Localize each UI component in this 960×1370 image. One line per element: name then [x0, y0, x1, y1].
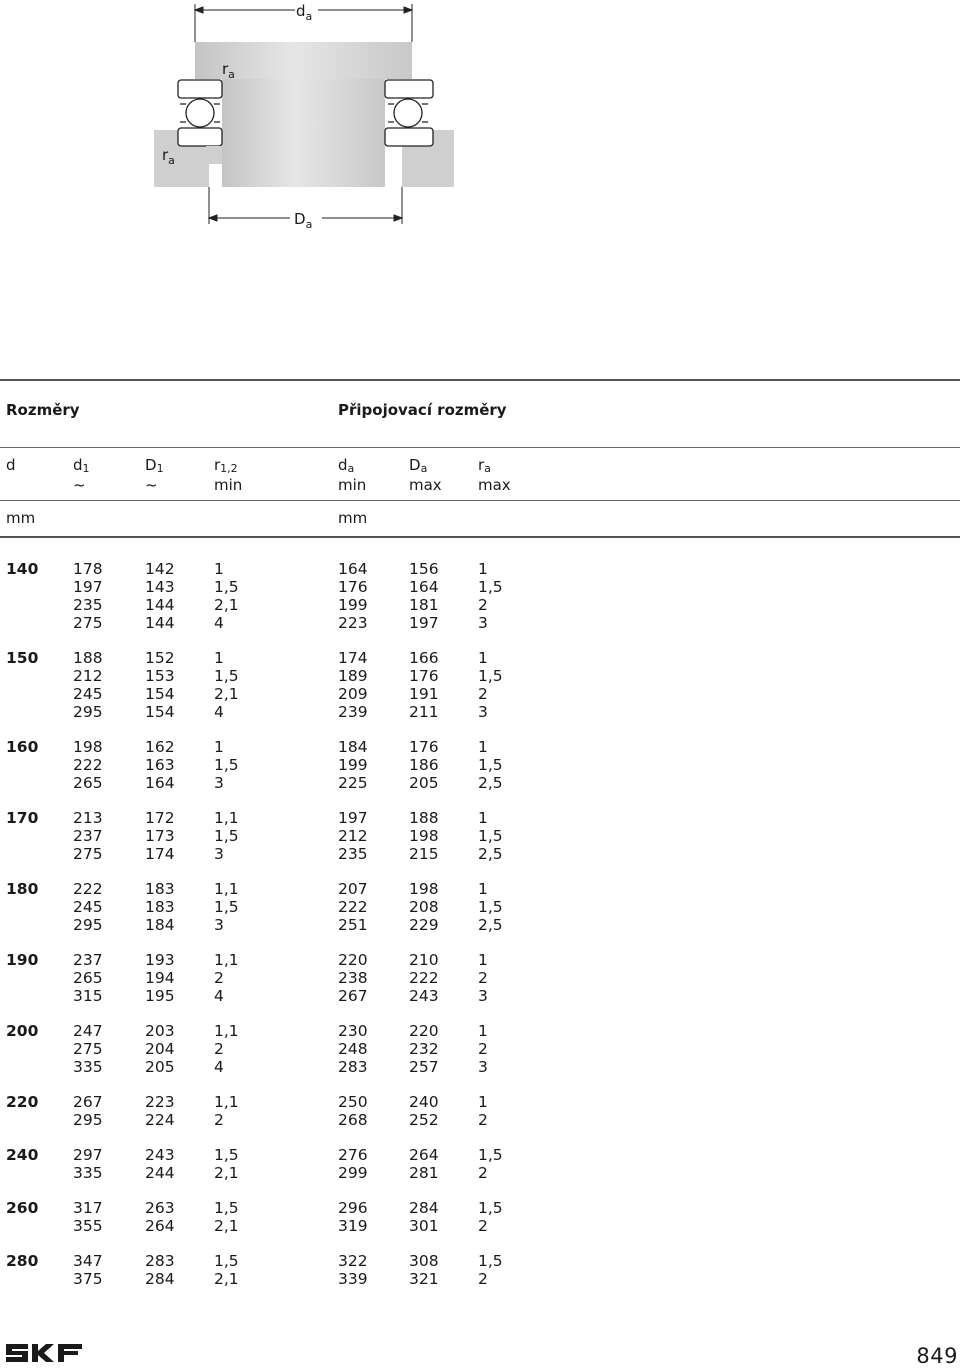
table-cell: 296: [338, 1199, 368, 1217]
table-cell: 248: [338, 1040, 368, 1058]
table-cell: 198: [409, 880, 439, 898]
table-cell: 197: [73, 578, 103, 596]
column-header: [6, 457, 16, 474]
table-cell: 1,5: [214, 1252, 239, 1270]
table-cell: 1,5: [478, 1252, 503, 1270]
table-cell: 375: [73, 1270, 103, 1288]
table-cell: 1,5: [478, 1146, 503, 1164]
table-cell: 1,5: [214, 578, 239, 596]
table-cell: 3: [478, 987, 488, 1005]
table-cell: 154: [145, 685, 175, 703]
table-cell: 232: [409, 1040, 439, 1058]
table-cell: 163: [145, 756, 175, 774]
table-cell: 205: [409, 774, 439, 792]
table-cell: 252: [409, 1111, 439, 1129]
table-cell: 205: [145, 1058, 175, 1076]
table-cell: 2: [478, 1164, 488, 1182]
bore-diameter: 260: [6, 1199, 39, 1217]
table-cell: 250: [338, 1093, 368, 1111]
table-cell: 181: [409, 596, 439, 614]
table-cell: 2,5: [478, 845, 503, 863]
header-symbol-text: D: [145, 456, 157, 474]
table-cell: 188: [409, 809, 439, 827]
table-cell: 2,5: [478, 774, 503, 792]
header-subscript: a: [484, 462, 491, 475]
table-cell: 198: [73, 738, 103, 756]
table-cell: 184: [338, 738, 368, 756]
header-qualifier: ~: [73, 476, 86, 494]
table-cell: 265: [73, 774, 103, 792]
table-cell: 195: [145, 987, 175, 1005]
table-cell: 3: [478, 614, 488, 632]
table-cell: 1,5: [214, 667, 239, 685]
table-cell: 4: [214, 614, 224, 632]
bearing-drawing: [150, 0, 470, 240]
table-cell: 1,5: [478, 667, 503, 685]
bore-diameter: 280: [6, 1252, 39, 1270]
table-cell: 225: [338, 774, 368, 792]
table-cell: 235: [338, 845, 368, 863]
table-cell: 267: [73, 1093, 103, 1111]
bore-diameter: 240: [6, 1146, 39, 1164]
table-cell: 3: [214, 916, 224, 934]
table-cell: 1,1: [214, 1022, 239, 1040]
table-cell: 204: [145, 1040, 175, 1058]
table-cell: 238: [338, 969, 368, 987]
header-qualifier: min: [338, 476, 367, 494]
table-cell: 2: [478, 969, 488, 987]
table-cell: 1,5: [214, 827, 239, 845]
header-qualifier: ~: [145, 476, 158, 494]
header-subscript: 1,2: [220, 462, 238, 475]
table-cell: 174: [338, 649, 368, 667]
table-cell: 222: [73, 880, 103, 898]
table-cell: 156: [409, 560, 439, 578]
table-cell: 2,1: [214, 1217, 239, 1235]
bore-diameter: 180: [6, 880, 39, 898]
table-cell: 257: [409, 1058, 439, 1076]
table-cell: 1,5: [214, 898, 239, 916]
column-header: [73, 457, 90, 494]
bearing-cross-section: [150, 0, 470, 240]
label-ra-top: $r_a$: [222, 60, 235, 81]
header-qualifier: max: [478, 476, 511, 494]
table-cell: 1,5: [478, 578, 503, 596]
table-cell: 2,1: [214, 685, 239, 703]
table-cell: 4: [214, 987, 224, 1005]
table-cell: 230: [338, 1022, 368, 1040]
table-cell: 189: [338, 667, 368, 685]
table-cell: 235: [73, 596, 103, 614]
table-cell: 239: [338, 703, 368, 721]
table-cell: 164: [145, 774, 175, 792]
table-cell: 2: [214, 1111, 224, 1129]
table-cell: 210: [409, 951, 439, 969]
table-cell: 2: [214, 969, 224, 987]
table-cell: 276: [338, 1146, 368, 1164]
table-cell: 3: [478, 703, 488, 721]
table-cell: 199: [338, 756, 368, 774]
header-subscript: a: [347, 462, 355, 475]
table-cell: 193: [145, 951, 175, 969]
table-cell: 142: [145, 560, 175, 578]
table-cell: 162: [145, 738, 175, 756]
column-header: [478, 457, 511, 494]
table-cell: 143: [145, 578, 175, 596]
column-header: [338, 457, 366, 494]
table-cell: 321: [409, 1270, 439, 1288]
table-cell: 173: [145, 827, 175, 845]
label-da: $d_a$: [296, 2, 313, 23]
table-cell: 2,1: [214, 1270, 239, 1288]
table-cell: 268: [338, 1111, 368, 1129]
table-cell: 194: [145, 969, 175, 987]
table-cell: 191: [409, 685, 439, 703]
column-header-symbol: [145, 457, 164, 477]
table-cell: 1,5: [478, 756, 503, 774]
table-cell: 176: [409, 667, 439, 685]
table-cell: 212: [73, 667, 103, 685]
table-cell: 347: [73, 1252, 103, 1270]
table-cell: 3: [214, 774, 224, 792]
table-cell: 275: [73, 845, 103, 863]
table-cell: 1,5: [214, 756, 239, 774]
units-rule: [0, 536, 960, 538]
bore-diameter: 170: [6, 809, 39, 827]
table-cell: 208: [409, 898, 439, 916]
table-cell: 2: [478, 596, 488, 614]
table-cell: 297: [73, 1146, 103, 1164]
header-symbol-text: r: [478, 456, 485, 474]
table-cell: 2: [214, 1040, 224, 1058]
table-cell: 203: [145, 1022, 175, 1040]
table-cell: 299: [338, 1164, 368, 1182]
table-cell: 1: [214, 738, 224, 756]
table-cell: 1: [478, 809, 488, 827]
column-header-symbol: [338, 457, 366, 477]
table-cell: 164: [338, 560, 368, 578]
table-cell: 186: [409, 756, 439, 774]
table-cell: 2: [478, 1217, 488, 1235]
unit-right: mm: [338, 509, 368, 527]
table-cell: 4: [214, 703, 224, 721]
table-cell: 275: [73, 1040, 103, 1058]
table-cell: 1,5: [214, 1146, 239, 1164]
table-cell: 243: [145, 1146, 175, 1164]
table-cell: 222: [409, 969, 439, 987]
skf-logo: [6, 1344, 82, 1366]
bore-diameter: 190: [6, 951, 39, 969]
table-cell: 144: [145, 614, 175, 632]
header-symbol-text: D: [409, 456, 421, 474]
table-cell: 284: [145, 1270, 175, 1288]
column-header: [409, 457, 442, 494]
table-cell: 153: [145, 667, 175, 685]
table-cell: 1: [478, 738, 488, 756]
table-cell: 322: [338, 1252, 368, 1270]
header-subscript: 1: [156, 462, 164, 475]
table-cell: 281: [409, 1164, 439, 1182]
header-symbol-text: d: [73, 456, 83, 474]
table-cell: 220: [338, 951, 368, 969]
table-cell: 224: [145, 1111, 175, 1129]
skf-logo-graphic: [6, 1344, 82, 1362]
table-cell: 1: [214, 560, 224, 578]
table-cell: 198: [409, 827, 439, 845]
bore-diameter: 220: [6, 1093, 39, 1111]
table-cell: 197: [409, 614, 439, 632]
table-cell: 245: [73, 685, 103, 703]
table-cell: 283: [338, 1058, 368, 1076]
table-cell: 335: [73, 1164, 103, 1182]
column-header: [145, 457, 164, 494]
table-cell: 229: [409, 916, 439, 934]
column-header: [214, 457, 242, 494]
table-cell: 1,5: [478, 898, 503, 916]
bore-diameter: 150: [6, 649, 39, 667]
table-cell: 211: [409, 703, 439, 721]
table-cell: 243: [409, 987, 439, 1005]
table-cell: 283: [145, 1252, 175, 1270]
table-cell: 308: [409, 1252, 439, 1270]
table-cell: 263: [145, 1199, 175, 1217]
table-cell: 251: [338, 916, 368, 934]
table-cell: 209: [338, 685, 368, 703]
table-cell: 188: [73, 649, 103, 667]
table-cell: 1,1: [214, 1093, 239, 1111]
header-symbol-text: d: [338, 456, 348, 474]
table-cell: 237: [73, 951, 103, 969]
shaft: [222, 79, 385, 187]
bore-diameter: 140: [6, 560, 39, 578]
table-cell: 222: [73, 756, 103, 774]
section-title-abutment: Připojovací rozměry: [338, 401, 507, 419]
table-cell: 220: [409, 1022, 439, 1040]
table-cell: 2: [478, 685, 488, 703]
header-subscript: a: [420, 462, 428, 475]
table-cell: 2,1: [214, 596, 239, 614]
label-ra-left: $r_a$: [162, 146, 175, 167]
table-cell: 240: [409, 1093, 439, 1111]
table-cell: 1,1: [214, 951, 239, 969]
table-cell: 237: [73, 827, 103, 845]
header-qualifier: max: [409, 476, 442, 494]
table-cell: 244: [145, 1164, 175, 1182]
column-header-symbol: [214, 457, 242, 477]
bore-diameter: 160: [6, 738, 39, 756]
column-header-symbol: [478, 457, 511, 477]
header-qualifier: min: [214, 476, 243, 494]
table-cell: 339: [338, 1270, 368, 1288]
table-cell: 264: [409, 1146, 439, 1164]
header-rule-2: [0, 500, 960, 501]
table-cell: 1: [478, 649, 488, 667]
table-cell: 1: [214, 649, 224, 667]
table-cell: 213: [73, 809, 103, 827]
table-cell: 1,1: [214, 809, 239, 827]
table-cell: 1: [478, 1093, 488, 1111]
table-cell: 197: [338, 809, 368, 827]
table-cell: 176: [409, 738, 439, 756]
table-cell: 267: [338, 987, 368, 1005]
column-header-symbol: [73, 457, 90, 477]
table-cell: 1: [478, 1022, 488, 1040]
table-cell: 355: [73, 1217, 103, 1235]
header-rule: [0, 447, 960, 448]
table-cell: 223: [145, 1093, 175, 1111]
table-cell: 295: [73, 916, 103, 934]
table-cell: 295: [73, 703, 103, 721]
table-cell: 199: [338, 596, 368, 614]
table-cell: 174: [145, 845, 175, 863]
table-cell: 319: [338, 1217, 368, 1235]
table-cell: 264: [145, 1217, 175, 1235]
bore-diameter: 200: [6, 1022, 39, 1040]
table-cell: 4: [214, 1058, 224, 1076]
table-cell: 275: [73, 614, 103, 632]
table-cell: 2: [478, 1270, 488, 1288]
table-cell: 172: [145, 809, 175, 827]
table-cell: 245: [73, 898, 103, 916]
table-cell: 317: [73, 1199, 103, 1217]
table-cell: 1,1: [214, 880, 239, 898]
table-cell: 3: [478, 1058, 488, 1076]
section-title-dimensions: Rozměry: [6, 401, 80, 419]
table-cell: 207: [338, 880, 368, 898]
table-cell: 2,1: [214, 1164, 239, 1182]
table-cell: 1,5: [214, 1199, 239, 1217]
table-cell: 1: [478, 560, 488, 578]
table-cell: 1,5: [478, 1199, 503, 1217]
bearing-right: [385, 80, 433, 146]
header-subscript: 1: [82, 462, 90, 475]
table-cell: 144: [145, 596, 175, 614]
column-header-symbol: [409, 457, 442, 477]
page-number: 849: [916, 1344, 958, 1368]
table-cell: 301: [409, 1217, 439, 1235]
table-cell: 315: [73, 987, 103, 1005]
table-cell: 215: [409, 845, 439, 863]
column-header-symbol: [6, 457, 16, 474]
unit-left: mm: [6, 509, 36, 527]
table-cell: 265: [73, 969, 103, 987]
table-cell: 284: [409, 1199, 439, 1217]
table-cell: 223: [338, 614, 368, 632]
table-cell: 183: [145, 898, 175, 916]
table-cell: 2: [478, 1111, 488, 1129]
table-cell: 247: [73, 1022, 103, 1040]
table-cell: 2: [478, 1040, 488, 1058]
table-cell: 176: [338, 578, 368, 596]
table-cell: 2,5: [478, 916, 503, 934]
table-cell: 166: [409, 649, 439, 667]
table-cell: 183: [145, 880, 175, 898]
table-cell: 154: [145, 703, 175, 721]
header-symbol-text: r: [214, 456, 221, 474]
table-cell: 1: [478, 951, 488, 969]
table-cell: 295: [73, 1111, 103, 1129]
table-cell: 222: [338, 898, 368, 916]
table-cell: 1: [478, 880, 488, 898]
table-cell: 178: [73, 560, 103, 578]
table-cell: 3: [214, 845, 224, 863]
table-cell: 184: [145, 916, 175, 934]
table-top-rule: [0, 379, 960, 381]
table-cell: 152: [145, 649, 175, 667]
table-cell: 212: [338, 827, 368, 845]
table-cell: 335: [73, 1058, 103, 1076]
table-cell: 1,5: [478, 827, 503, 845]
table-cell: 164: [409, 578, 439, 596]
header-symbol-text: d: [6, 456, 16, 474]
label-Da: $D_a$: [294, 210, 313, 231]
